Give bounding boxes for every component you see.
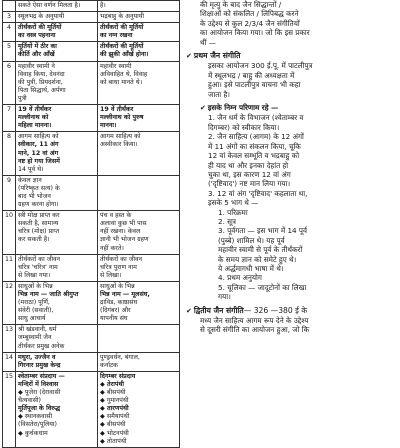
row-number: 3 (3, 12, 16, 23)
text-line: (पुब्बे) शामिल थे। यह पूर्व (218, 235, 285, 245)
digambar-cell (98, 61, 180, 104)
text-line: 1. परिक्रमा (218, 207, 248, 217)
table-body (3, 1, 180, 448)
cell-line: 19 वें तीर्थंकर (100, 106, 134, 114)
text-line: ही याद था और इनका देहांत हो (208, 160, 289, 170)
row-number: 9 (3, 175, 16, 210)
cell-line: बाद भी भोजन (18, 192, 51, 200)
cell-line: (मराठा) पूर्णि, (18, 299, 50, 307)
cell-line: ◆ गुमानपंथी (100, 397, 129, 405)
digambar-cell (98, 281, 180, 324)
shvetambar-cell (16, 371, 98, 447)
cell-line: पुण्ड्रवर्धन, बंगाल, (100, 353, 140, 361)
cell-line: सकती है, सामान्य (18, 220, 59, 228)
text-line: गया। (218, 292, 231, 302)
cell-line: ◆ तोतापंथी (100, 437, 127, 445)
text-line: 4. प्रथम अनुयोग (218, 273, 262, 283)
cell-line: तीर्थंकरों का जीवन (18, 255, 61, 263)
right-text-column (186, 0, 398, 400)
cell-line: अस्वीकार किया। (100, 141, 138, 149)
digambar-cell (98, 352, 180, 371)
cell-line: दिगम्बर संप्रदाय (100, 372, 136, 380)
text-line: में 11 अंगों का संकलन किया, चूकि (208, 141, 301, 151)
cell-line: पुत्री (18, 94, 27, 102)
check-mark-icon: ✔ (200, 104, 206, 113)
cell-line: तीर्थंकरों की मूर्तियों (100, 43, 144, 51)
digambar-cell (98, 42, 180, 61)
table-row (3, 132, 180, 175)
cell-line: महावीर स्वामी ने (18, 62, 55, 70)
row-number: 8 (3, 132, 16, 175)
text-line: इसके 5 भाग थे — (208, 198, 259, 208)
shvetambar-cell (16, 12, 98, 23)
row-number: 15 (3, 371, 16, 447)
cell-line: अलावा कुछ भी पास (100, 220, 147, 228)
cell-line: कर सकती है। (18, 236, 50, 244)
cell-line: ◆ तारणपंथी (100, 405, 129, 413)
text-line: 3. पूर्वगता — इस भाग में 14 पूर्व (218, 226, 307, 236)
cell-line: जम्बूस्वामी जैन (18, 334, 52, 342)
shvetambar-cell (16, 42, 98, 61)
cell-line: है। (100, 2, 106, 9)
text-line: ये अर्द्धमागधी भाषा में थे। (218, 263, 284, 273)
shvetambar-cell (16, 1, 98, 12)
table-row (3, 12, 180, 23)
shvetambar-cell (16, 281, 98, 324)
shvetambar-cell (16, 61, 98, 104)
text-line: 3. 12 वां अंग 'दृष्टिवाद' कहलाता था, (208, 188, 308, 198)
cell-line: साधुओं के भिन्न (100, 282, 135, 290)
digambar-cell (98, 105, 180, 132)
text-line: 12 वां केवल सम्भूति व भद्रबाहु को (208, 151, 300, 161)
cell-line: से लिखा। (100, 271, 122, 279)
table-row (3, 105, 180, 132)
cell-line: की झुकी आँखें होना। (100, 51, 149, 59)
cell-line: (विसतेरा/पूलिया) (18, 421, 57, 429)
cell-line: स्थूलभद्र के अनुयायी (18, 13, 65, 21)
row-number: 14 (3, 352, 16, 371)
row-number: 11 (3, 254, 16, 281)
digambar-cell (98, 132, 180, 175)
digambar-cell (98, 23, 180, 42)
text-line: थीं — (200, 37, 216, 47)
cell-line: ग्रहण करना होगा। (18, 201, 59, 209)
cell-line: स्त्री मोक्ष प्राप्त कर (18, 212, 60, 220)
cell-line: भिन्न नाम — मूलसंघ, (100, 291, 150, 298)
cell-line: आगम साहित्य को (18, 133, 59, 141)
shvetambar-cell (16, 325, 98, 352)
cell-line: कर्नाटक (100, 361, 118, 369)
cell-line: भिन्न नाम — जाति श्रीगुप्त (18, 291, 79, 298)
text-line: ('दृष्टिवाद') नष्ट मान लिया गया। (208, 179, 291, 189)
cell-line: नहीं रखना। केवल (100, 228, 141, 236)
cell-line: द्राविड, काष्ठासंघ (100, 299, 138, 307)
table-row (3, 42, 180, 61)
cell-line: (परिष्कृत सत्य) के (18, 184, 60, 192)
cell-line: नष्ट हो गया जिसमें (18, 157, 60, 165)
cell-line: ◆ बीसपंथी (100, 421, 126, 429)
digambar-cell (98, 254, 180, 281)
text-line: हुआ। इसे पाटलीपुत्र वाचना भी कहा (208, 80, 301, 90)
digambar-cell (98, 1, 180, 12)
row-number: 13 (3, 325, 16, 352)
sect-comparison-table (2, 0, 180, 448)
cell-line: चरित्र पुराण नाम (100, 263, 137, 271)
cell-line: मूर्तियों में ठीर का (18, 43, 57, 51)
cell-line: गिरनार प्रमुख केन्द्र (18, 361, 61, 369)
first-council-heading: ✔ प्रथम जैन संगीति (186, 51, 241, 61)
table-row (3, 371, 180, 447)
row-number: 7 (3, 105, 16, 132)
cell-line: मल्लीनाथ को (18, 114, 49, 122)
cell-line: चरित्र 'चरित्र' नाम (18, 263, 58, 271)
cell-line: महावीर स्वामी (100, 62, 132, 70)
intro-paragraph (186, 0, 398, 47)
cell-line: मल्लीनाथ को पुरुष (100, 114, 144, 122)
cell-line: मानना। (100, 122, 117, 130)
text-line: के समय ज्ञान को समेटे हुए थे। (218, 254, 297, 264)
cell-line: आगम साहित्य को (100, 133, 141, 141)
table-row (3, 281, 180, 324)
cell-line: चरित्र (मोक्ष) प्राप्त (18, 228, 60, 236)
second-council-heading: ✔ द्वितीय जैन संगीति— 326 —380 ई के (186, 305, 308, 315)
cell-line: ◆ भोटनपंथी (100, 429, 129, 437)
cell-line: (दिगंबर) और (100, 307, 131, 315)
text-line: शिक्षाओं को संकलित / लिपिबद्ध करने (200, 9, 299, 19)
results-list (186, 113, 398, 207)
cell-line: की पुत्री, प्रियदर्शना, (18, 78, 63, 86)
text-line: से दूसरी संगीति का आयोजन हुआ, जो कि (200, 325, 310, 335)
shvetambar-cell (16, 352, 98, 371)
cell-line: स्वीकार, 11 अंग (18, 141, 59, 149)
table-row (3, 1, 180, 12)
cell-line: ◆ बीसपंथी (100, 389, 126, 397)
cell-line: माने, 12 वां अंग (18, 149, 59, 157)
cell-line: ज्ञानी भी भोजन ग्रहण (100, 236, 149, 244)
check-mark-icon: ✔ (186, 306, 192, 315)
text-line: का आयोजन किया गया। जो कि इस प्रकार (200, 28, 310, 38)
cell-line: साधुओं के भिन्न (18, 282, 53, 290)
cell-line: श्री खंडवानी, धर्म (18, 326, 57, 334)
row-number: 5 (3, 42, 16, 61)
digambar-cell (98, 12, 180, 23)
text-line: की मृत्यु के बाद जैन सिद्धान्तों / (200, 0, 282, 9)
table-row (3, 325, 180, 352)
cell-line: मथुरा, उज्जैन व (18, 353, 56, 361)
digambar-cell (98, 211, 180, 254)
cell-line: ◆ तेरापंथी (100, 380, 125, 388)
cell-line: को बाधा मानते थे। (100, 78, 143, 86)
table-row (3, 211, 180, 254)
cell-line: यापनीय संघ (100, 315, 128, 323)
text-line: 2. सूत्र (218, 216, 236, 226)
text-line: महावीर स्वामी से पूर्व के तीर्थंकरों (218, 245, 303, 255)
parts-list (186, 208, 398, 302)
text-line: 5. चूलिका — जादूटोनों का लिखा (218, 282, 307, 292)
cell-line: 19 वें तीर्थंकर (18, 106, 52, 114)
shvetambar-cell (16, 105, 98, 132)
text-line: में स्थूलभद्र / बाहु की अध्यक्षता में (208, 70, 295, 80)
digambar-cell (98, 371, 180, 447)
row-number: 12 (3, 281, 16, 324)
cell-line: अविवाहित थे, विवाह (100, 70, 148, 78)
cell-line: ◆ पूजेरा (देरावासी (18, 389, 61, 397)
table-row (3, 352, 180, 371)
cell-line: तीर्थंकरों की मूर्तियों (100, 24, 144, 32)
text-line: के उद्देश्य से कुल 2/3/4 जैन संगीतियों (200, 18, 300, 28)
cell-line: सकते ऐसा वर्णन मिलता है। (18, 2, 81, 9)
cell-line: का वस्त्र पहनाना (18, 32, 56, 40)
cell-line: ◆ कुर्चकधाम (18, 429, 48, 437)
text-line: दिगम्बर) को स्वीकार किया। (208, 122, 280, 132)
cell-line: केवल ज्ञान (18, 176, 42, 184)
text-line: इसका आयोजन 300 ई.पू. में पाटलीपुत्र (208, 61, 313, 71)
cell-line: साधु आचार्य (18, 315, 46, 323)
cell-line: कीर्ति और ऑंखें (18, 51, 55, 59)
cell-line: महिला मानना। (18, 122, 52, 130)
cell-line: पिता सिद्धार्थ, अर्पणा (18, 86, 66, 94)
digambar-cell (98, 325, 180, 352)
check-mark-icon: ✔ (186, 52, 192, 61)
cell-line: विवाह किया, देवनंदा (18, 70, 65, 78)
shvetambar-cell (16, 23, 98, 42)
cell-line: नहीं करते। (100, 244, 124, 252)
cell-line: 14 पूर्व थे। (18, 165, 44, 173)
shvetambar-cell (16, 254, 98, 281)
cell-line: भद्रबाहु के अनुयायी (100, 13, 145, 21)
row-number (3, 1, 16, 12)
second-council-paragraph (186, 316, 398, 335)
cell-line: ◆ समैयापंथी (100, 413, 130, 421)
table-row (3, 254, 180, 281)
text-line: मध्य जैन साहित्य आगम रूप देने के उद्देश्य (200, 316, 309, 325)
cell-line: तीर्थंकरों का जीवन (100, 255, 143, 263)
row-number: 4 (3, 23, 16, 42)
table-row (3, 175, 180, 210)
digambar-cell (98, 175, 180, 210)
cell-line: पंच व हस्त के (100, 212, 132, 220)
cell-line: मूर्तिपूजा के विरुद्ध (18, 405, 61, 413)
results-heading: ✔ इसके निम्न परिणाम रहे — (200, 103, 279, 113)
cell-line: तीर्थंकर प्रमुख अनेक (18, 342, 65, 350)
shvetambar-cell (16, 211, 98, 254)
cell-line: का नग्न रखना (100, 32, 133, 40)
text-line: जाता है। (208, 89, 230, 99)
table-row (3, 23, 180, 42)
cell-line: ◆ स्थानकवासी (18, 413, 53, 421)
cell-line: श्वेताम्बर संप्रदाय — (18, 372, 65, 380)
cell-line: तीर्थंकरों की मूर्तियों (18, 24, 62, 32)
cell-line: चैत्यवासी) (18, 397, 41, 405)
shvetambar-cell (16, 132, 98, 175)
text-line: 1. जैन धर्म के विभाजन (श्वेताम्बर व (208, 113, 304, 123)
cell-line: मन्दिरों में विश्वास (18, 380, 59, 388)
shvetambar-cell (16, 175, 98, 210)
row-number: 10 (3, 211, 16, 254)
cell-line: संवेरी (सवाती), (18, 307, 54, 315)
first-council-paragraph (186, 61, 398, 99)
table-row (3, 61, 180, 104)
cell-line: से लिखा गया। (18, 271, 51, 279)
text-line: 2. जैन साहित्य (आगम) के 12 अंगों (208, 132, 304, 142)
text-line: चुका था, इस कारण 12 वां अंग (208, 169, 291, 179)
row-number: 6 (3, 61, 16, 104)
